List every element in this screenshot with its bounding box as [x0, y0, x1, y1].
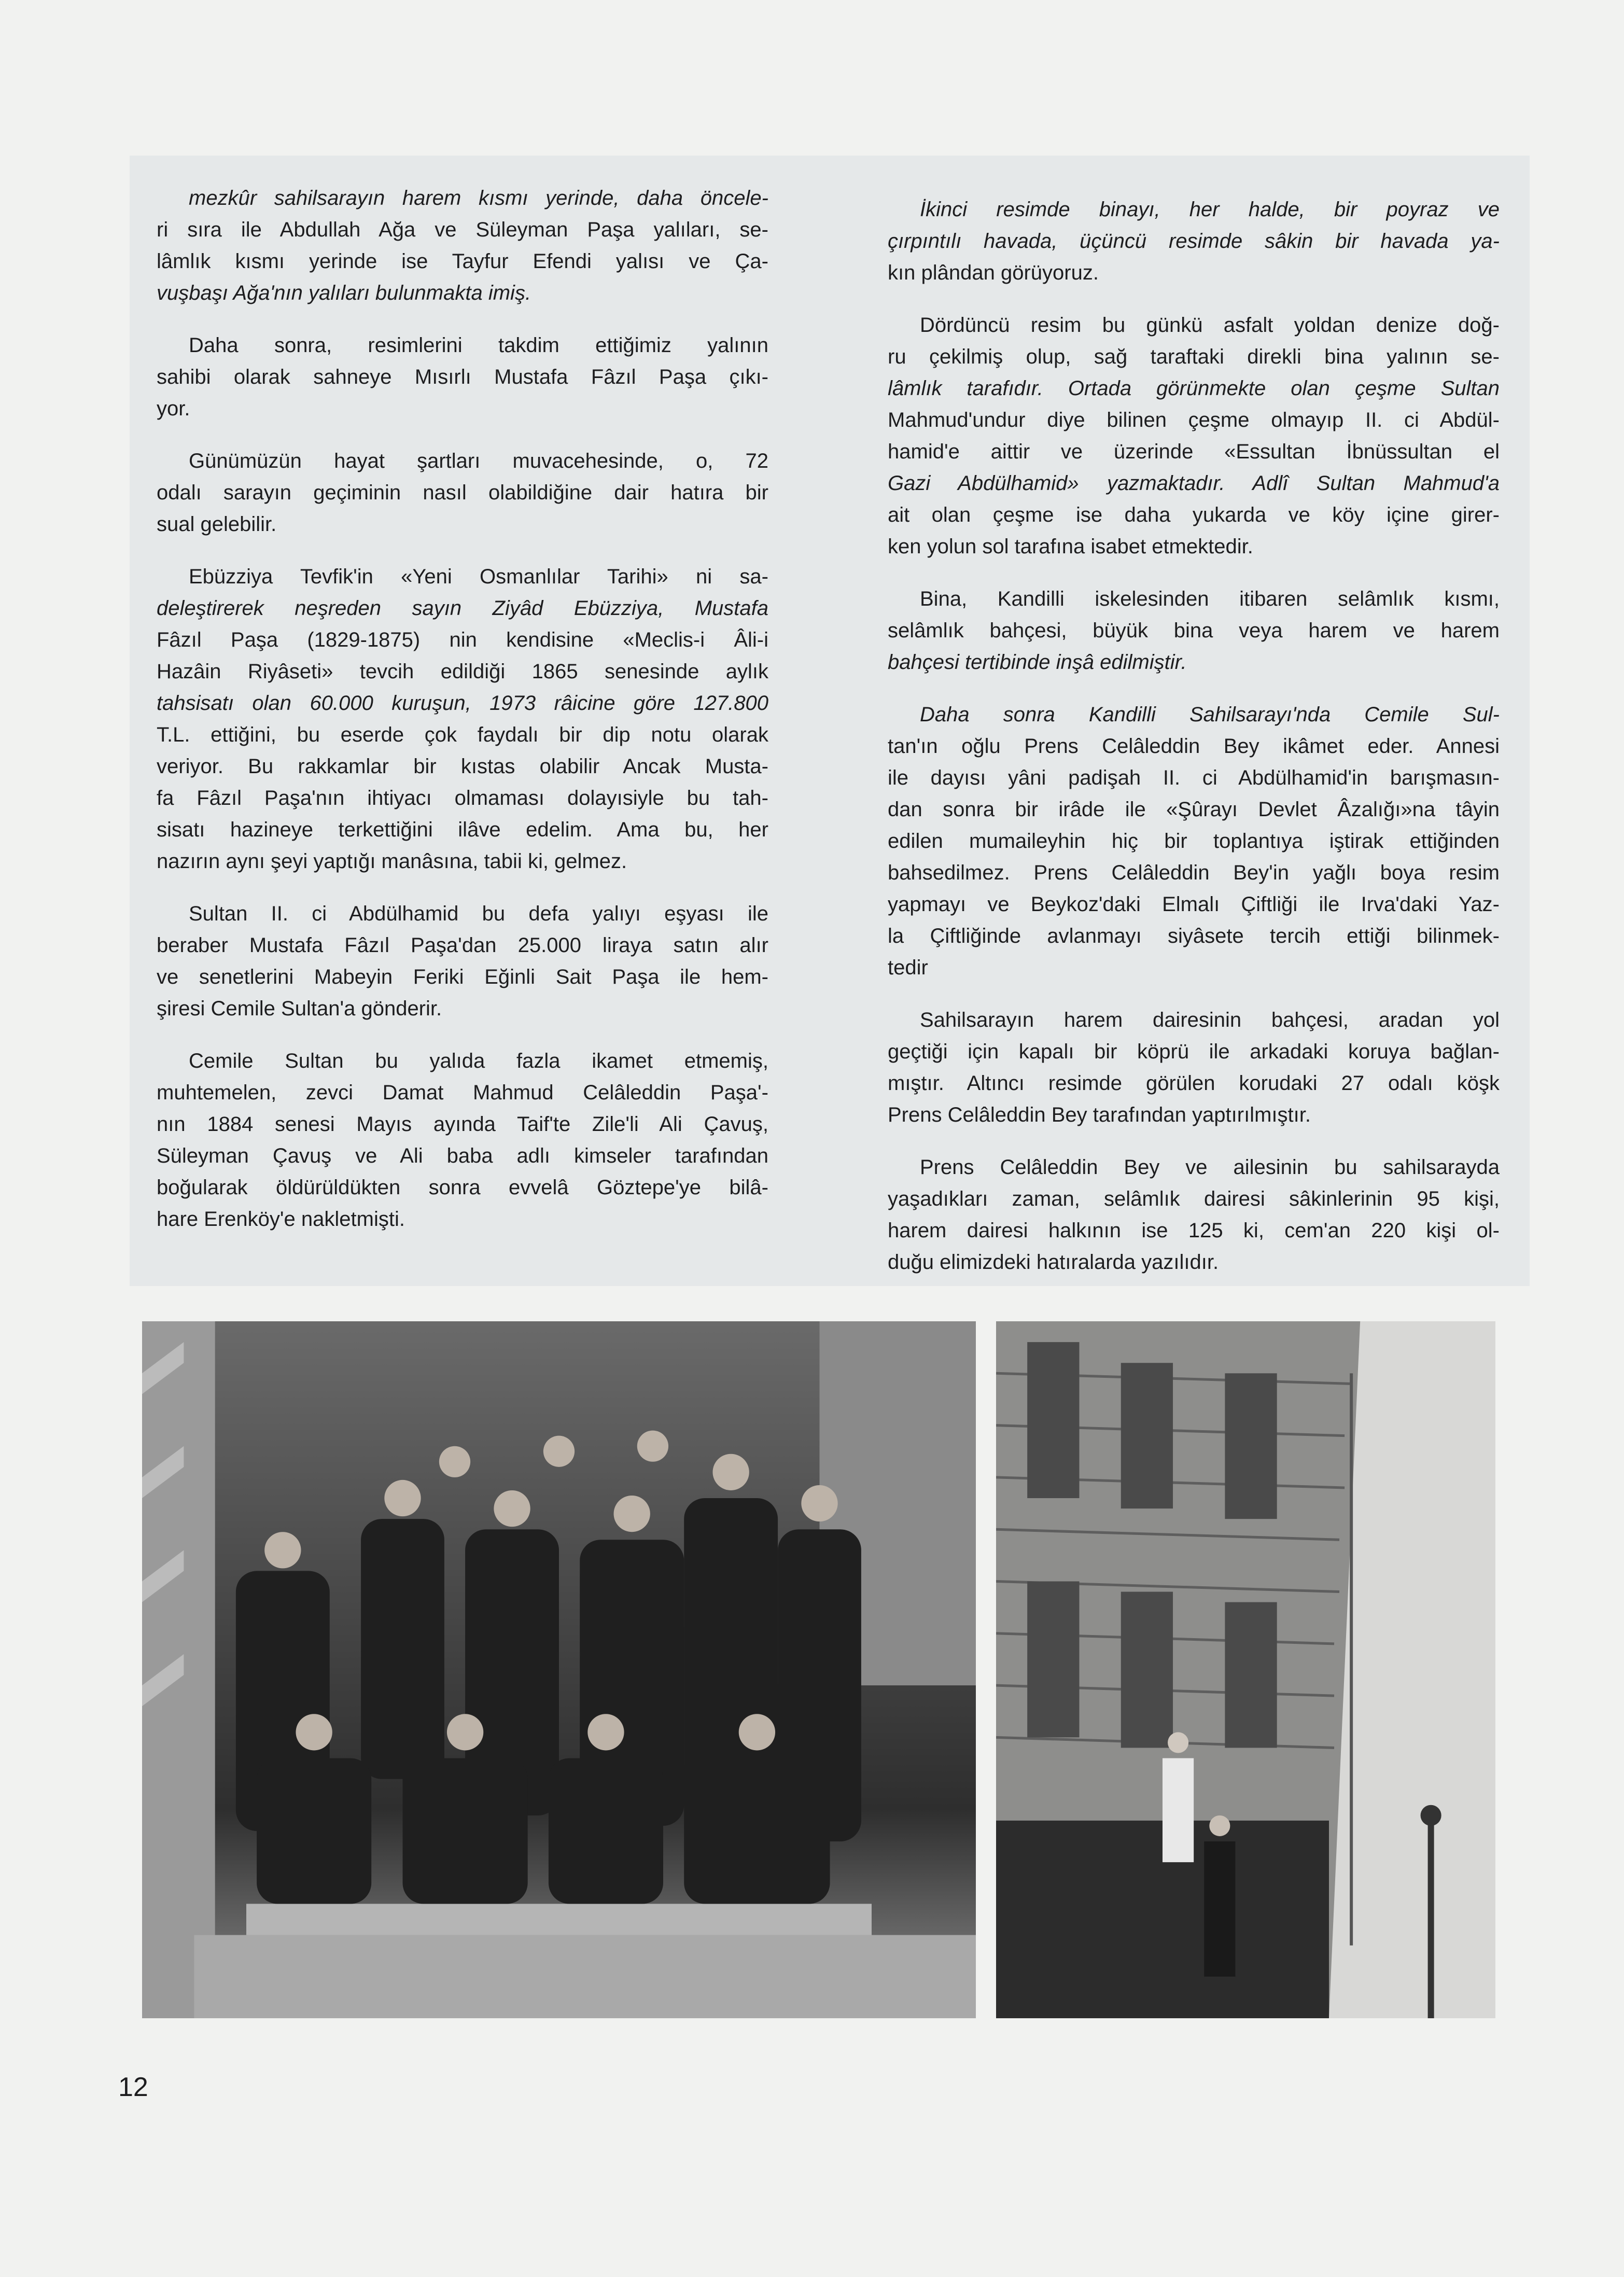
paragraph: [888, 1152, 1500, 1278]
text-line: Prens Celâleddin Bey ve ailesinin bu sahilsarayda: [920, 1156, 1500, 1179]
text-line: hamid'e aittir ve üzerinde «Essultan İbnüssultan el: [888, 440, 1500, 463]
text-line: hare Erenköy'e nakletmişti.: [157, 1208, 405, 1231]
text-line: yaşadıkları zaman, selâmlık dairesi sâkinlerinin 95 kişi,: [888, 1188, 1500, 1210]
text-line: odalı sarayın geçiminin nasıl olabildiğine dair hatıra bir: [157, 481, 768, 504]
text-line: harem dairesi halkının ise 125 ki, cem'an 220 kişi ol-: [888, 1219, 1500, 1242]
text-line: tahsisatı olan 60.000 kuruşun, 1973 râicine göre 127.800: [157, 692, 768, 715]
right-text-column: [888, 194, 1500, 1299]
text-line: tan'ın oğlu Prens Celâleddin Bey ikâmet eder. Annesi: [888, 735, 1500, 758]
text-line: la Çiftliğinde avlanmayı siyâsete tercih ettiği bilinmek-: [888, 925, 1500, 947]
text-line: Sahilsarayın harem dairesinin bahçesi, aradan yol: [920, 1009, 1500, 1031]
group-photo: [142, 1321, 976, 2018]
paragraph: [157, 898, 768, 1025]
text-line: tedir: [888, 956, 928, 979]
text-line: Prens Celâleddin Bey tarafından yaptırılmıştır.: [888, 1103, 1311, 1126]
text-line: Sultan II. ci Abdülhamid bu defa yalıyı eşyası ile: [189, 902, 768, 925]
paragraph: [888, 583, 1500, 678]
text-line: fa Fâzıl Paşa'nın ihtiyacı olmaması dolayısiyle bu tah-: [157, 787, 768, 809]
text-line: yapmayı ve Beykoz'daki Elmalı Çiftliği ile Irva'daki Yaz-: [888, 893, 1500, 916]
text-line: Dördüncü resim bu günkü asfalt yoldan denize doğ-: [920, 314, 1500, 337]
text-line: ken yolun sol tarafına isabet etmektedir.: [888, 535, 1253, 558]
left-text-column: [157, 183, 768, 1256]
paragraph: [888, 699, 1500, 984]
text-line: Daha sonra, resimlerini takdim ettiğimiz yalının: [189, 334, 768, 357]
text-line: Bina, Kandilli iskelesinden itibaren selâmlık kısmı,: [920, 588, 1500, 610]
text-line: ile dayısı yâni padişah II. ci Abdülhamid'in barışmasın-: [888, 766, 1500, 789]
text-line: İkinci resimde binayı, her halde, bir poyraz ve: [920, 198, 1500, 221]
text-line: sahibi olarak sahneye Mısırlı Mustafa Fâzıl Paşa çıkı-: [157, 366, 768, 388]
text-line: Ebüzziya Tevfik'in «Yeni Osmanlılar Tarihi» ni sa-: [189, 565, 768, 588]
text-line: dan sonra bir irâde ile «Şûrayı Devlet Âzalığı»na tâyin: [888, 798, 1500, 821]
text-line: yor.: [157, 397, 190, 420]
text-line: geçtiği için kapalı bir köprü ile arkadaki koruya bağlan-: [888, 1040, 1500, 1063]
text-line: vuşbaşı Ağa'nın yalıları bulunmakta imiş.: [157, 282, 531, 304]
text-line: deleştirerek neşreden sayın Ziyâd Ebüzziya, Mustafa: [157, 597, 768, 620]
text-line: ve senetlerini Mabeyin Feriki Eğinli Sait Paşa ile hem-: [157, 966, 768, 988]
text-line: sual gelebilir.: [157, 513, 277, 536]
text-line: selâmlık bahçesi, büyük bina veya harem ve harem: [888, 619, 1500, 642]
text-line: Süleyman Çavuş ve Ali baba adlı kimseler tarafından: [157, 1144, 768, 1167]
text-line: sisatı hazineye terkettiğini ilâve edelim. Ama bu, her: [157, 818, 768, 841]
text-line: çırpıntılı havada, üçüncü resimde sâkin bir havada ya-: [888, 230, 1500, 253]
text-line: duğu elimizdeki hatıralarda yazılıdır.: [888, 1251, 1219, 1274]
text-line: Daha sonra Kandilli Sahilsarayı'nda Cemile Sul-: [920, 703, 1500, 726]
text-line: nın 1884 senesi Mayıs ayında Taif'te Zile'li Ali Çavuş,: [157, 1113, 768, 1136]
mansion-photo: [996, 1321, 1495, 2018]
text-line: bahçesi tertibinde inşâ edilmiştir.: [888, 651, 1187, 674]
text-line: şiresi Cemile Sultan'a gönderir.: [157, 997, 442, 1020]
text-line: mezkûr sahilsarayın harem kısmı yerinde, daha öncele-: [189, 187, 768, 209]
text-line: Fâzıl Paşa (1829-1875) nin kendisine «Meclis-i Âli-i: [157, 628, 768, 651]
text-line: nazırın aynı şeyi yaptığı manâsına, tabii ki, gelmez.: [157, 850, 627, 873]
text-line: T.L. ettiğini, bu eserde çok faydalı bir dip notu olarak: [157, 723, 768, 746]
paragraph: [157, 183, 768, 309]
paragraph: [157, 561, 768, 877]
text-line: lâmlık tarafıdır. Ortada görünmekte olan çeşme Sultan: [888, 377, 1500, 400]
text-line: Günümüzün hayat şartları muvacehesinde, o, 72: [189, 450, 768, 472]
page-number: 12: [118, 2072, 148, 2102]
text-line: bahsedilmez. Prens Celâleddin Bey'in yağlı boya resim: [888, 861, 1500, 884]
text-line: ri sıra ile Abdullah Ağa ve Süleyman Paşa yalıları, se-: [157, 218, 768, 241]
text-line: Hazâin Riyâseti» tevcih edildiği 1865 senesinde aylık: [157, 660, 768, 683]
text-line: edilen mumaileyhin hiç bir toplantıya iştirak ettiğinden: [888, 830, 1500, 853]
paragraph: [157, 1045, 768, 1235]
text-line: Mahmud'undur diye bilinen çeşme olmayıp II. ci Abdül-: [888, 409, 1500, 431]
text-line: mıştır. Altıncı resimde görülen korudaki 27 odalı köşk: [888, 1072, 1500, 1095]
text-line: Gazi Abdülhamid» yazmaktadır. Adlî Sultan Mahmud'a: [888, 472, 1500, 495]
paragraph: [157, 330, 768, 425]
text-line: kın plândan görüyoruz.: [888, 261, 1099, 284]
text-line: ru çekilmiş olup, sağ taraftaki direkli bina yalının se-: [888, 345, 1500, 368]
paragraph: [888, 1004, 1500, 1131]
text-line: Cemile Sultan bu yalıda fazla ikamet etmemiş,: [189, 1050, 768, 1072]
paragraph: [157, 445, 768, 540]
text-line: muhtemelen, zevci Damat Mahmud Celâleddin Paşa'-: [157, 1081, 768, 1104]
paragraph: [888, 194, 1500, 289]
paragraph: [888, 310, 1500, 563]
text-line: beraber Mustafa Fâzıl Paşa'dan 25.000 liraya satın alır: [157, 934, 768, 957]
text-line: lâmlık kısmı yerinde ise Tayfur Efendi yalısı ve Ça-: [157, 250, 768, 273]
text-line: boğularak öldürüldükten sonra evvelâ Göztepe'ye bilâ-: [157, 1176, 768, 1199]
text-line: ait olan çeşme ise daha yukarda ve köy içine girer-: [888, 504, 1500, 526]
text-line: veriyor. Bu rakkamlar bir kıstas olabilir Ancak Musta-: [157, 755, 768, 778]
